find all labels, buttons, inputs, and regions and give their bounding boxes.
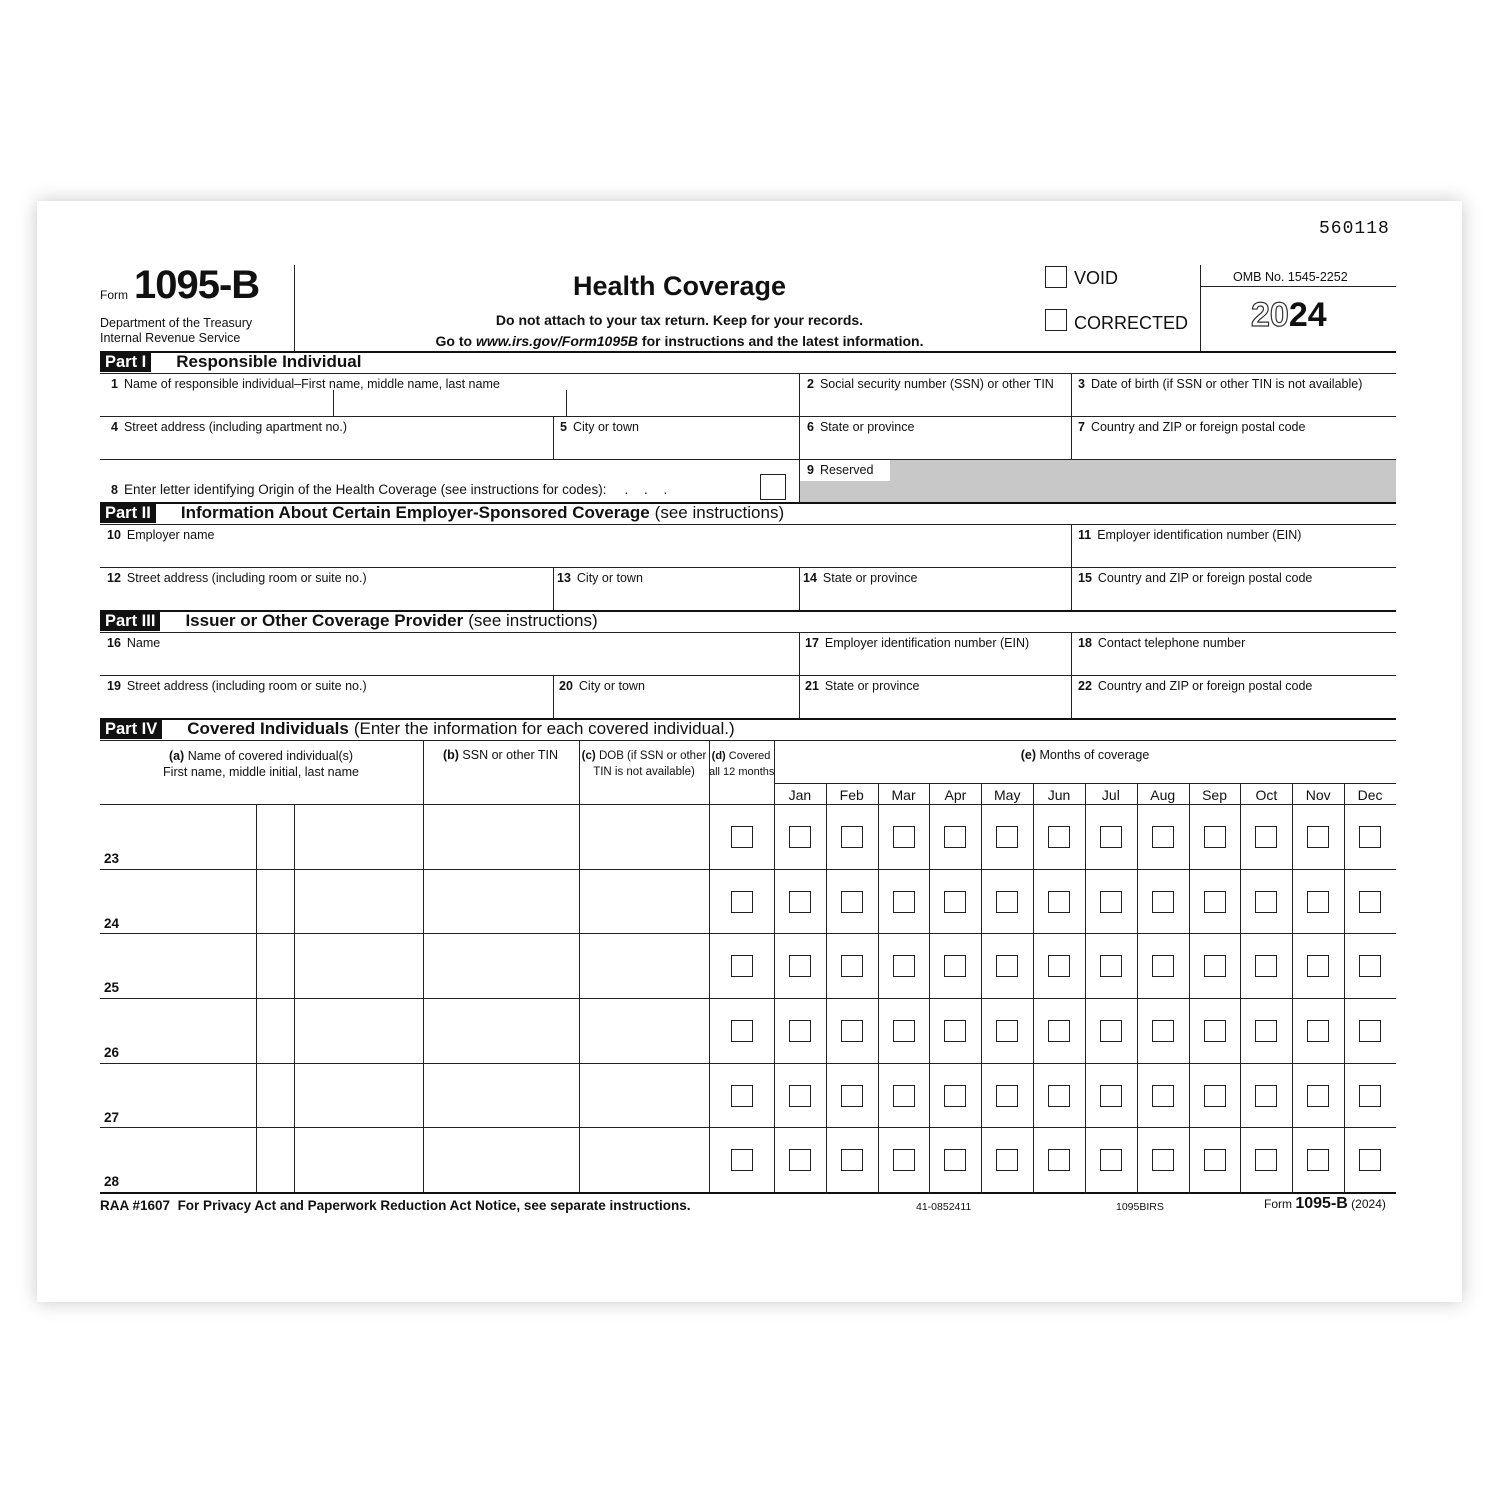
month-checkbox-jan-23[interactable] <box>789 826 811 848</box>
month-header-jun: Jun <box>1047 787 1071 803</box>
month-checkbox-jul-24[interactable] <box>1100 891 1122 913</box>
field-11-text: Employer identification number (EIN) <box>1097 528 1302 542</box>
tax-year <box>1251 296 1327 335</box>
field-11-label <box>1078 528 1301 542</box>
field-14-text: State or province <box>822 571 918 585</box>
month-checkbox-aug-23[interactable] <box>1152 826 1174 848</box>
form-sheet <box>37 201 1462 1302</box>
month-col-line <box>1189 783 1190 1193</box>
col-b-line <box>423 740 424 1193</box>
field-3-text: Date of birth (if SSN or other TIN is not available) <box>1090 377 1363 391</box>
field-2-label <box>807 377 1054 391</box>
field-5-num: 5 <box>560 420 567 434</box>
form-word: Form <box>100 288 128 302</box>
month-checkbox-jun-24[interactable] <box>1048 891 1070 913</box>
instruction-url[interactable]: www.irs.gov/Form1095B <box>475 333 639 349</box>
part3-tag: Part III <box>100 611 160 631</box>
month-checkbox-sep-23[interactable] <box>1204 826 1226 848</box>
month-checkbox-nov-23[interactable] <box>1307 826 1329 848</box>
grid-row-rule <box>100 933 1396 934</box>
month-checkbox-may-27[interactable] <box>996 1085 1018 1107</box>
part4-title-rule <box>100 740 1396 741</box>
month-checkbox-apr-23[interactable] <box>944 826 966 848</box>
month-checkbox-jul-26[interactable] <box>1100 1020 1122 1042</box>
month-col-line <box>1240 783 1241 1193</box>
month-checkbox-may-25[interactable] <box>996 955 1018 977</box>
field-21-label <box>805 679 919 693</box>
name-sep-2 <box>566 390 567 416</box>
footer-code2: 1095BIRS <box>1116 1201 1164 1213</box>
field-21-num: 21 <box>805 679 819 693</box>
month-checkbox-sep-28[interactable] <box>1204 1149 1226 1171</box>
field-4-num: 4 <box>111 420 118 434</box>
grid-row-rule <box>100 869 1396 870</box>
month-checkbox-dec-24[interactable] <box>1359 891 1381 913</box>
row-number-24: 24 <box>104 915 120 931</box>
month-checkbox-nov-24[interactable] <box>1307 891 1329 913</box>
part2-col-divider-c <box>799 567 800 610</box>
part2-col-divider-b <box>553 567 554 610</box>
month-checkbox-may-26[interactable] <box>996 1020 1018 1042</box>
field-13-num: 13 <box>557 571 571 585</box>
month-checkbox-feb-27[interactable] <box>841 1085 863 1107</box>
col-a-header <box>100 748 422 780</box>
month-checkbox-feb-24[interactable] <box>841 891 863 913</box>
month-checkbox-jul-23[interactable] <box>1100 826 1122 848</box>
corrected-label: CORRECTED <box>1074 313 1189 333</box>
col-a-letter: (a) <box>168 749 185 763</box>
month-checkbox-jan-28[interactable] <box>789 1149 811 1171</box>
field-20-text: City or town <box>578 679 645 693</box>
col-c-line <box>579 740 580 1193</box>
col-a-line1: Name of covered individual(s) <box>187 749 354 763</box>
col-c-header <box>579 748 709 780</box>
field-1-text: Name of responsible individual–First name, middle name, last name <box>123 377 500 391</box>
field-5-text: City or town <box>572 420 639 434</box>
field-3-num: 3 <box>1078 377 1085 391</box>
field-10-label <box>107 528 214 542</box>
month-checkbox-oct-24[interactable] <box>1255 891 1277 913</box>
dept-line1: Department of the Treasury <box>100 316 253 330</box>
month-checkbox-feb-26[interactable] <box>841 1020 863 1042</box>
month-checkbox-apr-26[interactable] <box>944 1020 966 1042</box>
field-15-num: 15 <box>1078 571 1092 585</box>
col-d-header <box>709 748 773 780</box>
field-21-text: State or province <box>824 679 920 693</box>
month-checkbox-feb-23[interactable] <box>841 826 863 848</box>
field-17-label <box>805 636 1029 650</box>
month-checkbox-jun-28[interactable] <box>1048 1149 1070 1171</box>
field-8-num: 8 <box>111 483 118 497</box>
tax-year-bold: 24 <box>1288 296 1327 334</box>
part2-row1-rule <box>100 567 1396 568</box>
col-c-letter: (c) <box>581 750 596 762</box>
field-13-text: City or town <box>576 571 643 585</box>
field-11-num: 11 <box>1078 528 1092 542</box>
part4-subtitle: (Enter the information for each covered individual.) <box>353 719 735 738</box>
month-checkbox-feb-28[interactable] <box>841 1149 863 1171</box>
omb-rule <box>1200 286 1396 287</box>
field-9-text: Reserved <box>819 463 874 477</box>
part3-title-rule <box>100 632 1396 633</box>
field-5-label <box>560 420 639 434</box>
field-6-num: 6 <box>807 420 814 434</box>
month-header-feb: Feb <box>839 787 864 803</box>
col-c-line2: TIN is not available) <box>593 766 695 778</box>
part2-title-rule <box>100 524 1396 525</box>
field-16-text: Name <box>126 636 161 650</box>
field-20-label <box>559 679 645 693</box>
field-7-text: Country and ZIP or foreign postal code <box>1090 420 1306 434</box>
month-checkbox-jun-25[interactable] <box>1048 955 1070 977</box>
grid-bottom-rule <box>100 1192 1396 1194</box>
month-checkbox-jul-25[interactable] <box>1100 955 1122 977</box>
footer-notice-text: For Privacy Act and Paperwork Reduction Act Notice, see separate instructions. <box>177 1198 691 1213</box>
part3-col-divider-c <box>553 675 554 718</box>
field-19-num: 19 <box>107 679 121 693</box>
month-checkbox-oct-23[interactable] <box>1255 826 1277 848</box>
instruction-goto <box>337 333 1022 349</box>
field-12-text: Street address (including room or suite no.) <box>126 571 367 585</box>
month-checkbox-may-28[interactable] <box>996 1149 1018 1171</box>
field-19-text: Street address (including room or suite no.) <box>126 679 367 693</box>
month-checkbox-apr-28[interactable] <box>944 1149 966 1171</box>
covered-all-12-months-checkbox-25[interactable] <box>731 955 753 977</box>
month-checkbox-aug-26[interactable] <box>1152 1020 1174 1042</box>
month-checkbox-jul-27[interactable] <box>1100 1085 1122 1107</box>
field-1-num: 1 <box>111 377 118 391</box>
header-divider-right <box>1200 265 1201 351</box>
field-16-num: 16 <box>107 636 121 650</box>
grid-row-rule <box>100 998 1396 999</box>
control-number: 560118 <box>1319 219 1390 239</box>
month-checkbox-aug-24[interactable] <box>1152 891 1174 913</box>
month-checkbox-oct-27[interactable] <box>1255 1085 1277 1107</box>
month-header-jul: Jul <box>1101 787 1120 803</box>
footer-form-year: (2024) <box>1351 1197 1386 1211</box>
row-number-26: 26 <box>104 1045 120 1060</box>
part3-row1-rule <box>100 675 1396 676</box>
month-checkbox-jun-26[interactable] <box>1048 1020 1070 1042</box>
field-19-label <box>107 679 367 693</box>
instruction-goto-suffix: for instructions and the latest information. <box>641 333 924 349</box>
col-b-letter: (b) <box>442 748 459 762</box>
form-title: Health Coverage <box>572 271 787 301</box>
field-8-leader: . . . <box>624 482 674 497</box>
month-checkbox-apr-27[interactable] <box>944 1085 966 1107</box>
origin-code-box[interactable] <box>760 474 786 500</box>
part2-heading <box>100 503 784 523</box>
month-header-dec: Dec <box>1357 787 1383 803</box>
col-d-line <box>709 740 710 1193</box>
month-header-may: May <box>994 787 1021 803</box>
void-label: VOID <box>1074 268 1119 288</box>
part2-title: Information About Certain Employer-Sponsored Coverage <box>180 503 650 522</box>
col-d-letter: (d) <box>711 750 726 762</box>
part1-heading <box>100 352 361 372</box>
month-checkbox-jan-24[interactable] <box>789 891 811 913</box>
field-13-label <box>557 571 643 585</box>
part1-title: Responsible Individual <box>176 352 362 371</box>
instruction-keep: Do not attach to your tax return. Keep for your records. <box>495 312 864 328</box>
field-8-label <box>111 482 673 497</box>
part2-tag: Part II <box>100 503 156 523</box>
month-checkbox-aug-25[interactable] <box>1152 955 1174 977</box>
month-col-line <box>826 783 827 1193</box>
field-22-label <box>1078 679 1312 693</box>
field-7-num: 7 <box>1078 420 1085 434</box>
field-6-label <box>807 420 914 434</box>
month-header-aug: Aug <box>1150 787 1176 803</box>
month-checkbox-mar-23[interactable] <box>893 826 915 848</box>
field-14-label <box>803 571 917 585</box>
month-header-mar: Mar <box>891 787 916 803</box>
col-b-text: SSN or other TIN <box>462 748 559 762</box>
dept-line2: Internal Revenue Service <box>100 331 241 345</box>
month-col-line <box>981 783 982 1193</box>
field-15-label <box>1078 571 1312 585</box>
field-2-text: Social security number (SSN) or other TIN <box>819 377 1054 391</box>
covered-all-12-months-checkbox-28[interactable] <box>731 1149 753 1171</box>
col-e-header <box>774 748 1396 762</box>
month-checkbox-dec-26[interactable] <box>1359 1020 1381 1042</box>
month-checkbox-may-23[interactable] <box>996 826 1018 848</box>
field-8-text: Enter letter identifying Origin of the Health Coverage (see instructions for codes): <box>123 482 607 497</box>
month-header-oct: Oct <box>1255 787 1278 803</box>
month-checkbox-apr-25[interactable] <box>944 955 966 977</box>
field-6-text: State or province <box>819 420 915 434</box>
month-header-jan: Jan <box>788 787 812 803</box>
form-number: 1095-B <box>134 263 260 307</box>
month-checkbox-may-24[interactable] <box>996 891 1018 913</box>
field-22-text: Country and ZIP or foreign postal code <box>1097 679 1313 693</box>
field-22-num: 22 <box>1078 679 1092 693</box>
month-checkbox-feb-25[interactable] <box>841 955 863 977</box>
tax-year-outline: 20 <box>1251 296 1289 334</box>
row-number-23: 23 <box>104 851 120 866</box>
field-1-label <box>111 377 500 391</box>
month-checkbox-nov-26[interactable] <box>1307 1020 1329 1042</box>
month-col-line <box>1085 783 1086 1193</box>
month-checkbox-mar-25[interactable] <box>893 955 915 977</box>
void-checkbox[interactable] <box>1045 266 1067 288</box>
field-4-text: Street address (including apartment no.) <box>123 420 347 434</box>
field-3-label <box>1078 377 1362 391</box>
field-2-num: 2 <box>807 377 814 391</box>
month-checkbox-jun-23[interactable] <box>1048 826 1070 848</box>
month-checkbox-jan-25[interactable] <box>789 955 811 977</box>
month-checkbox-jan-27[interactable] <box>789 1085 811 1107</box>
month-checkbox-nov-27[interactable] <box>1307 1085 1329 1107</box>
month-checkbox-dec-28[interactable] <box>1359 1149 1381 1171</box>
field-17-num: 17 <box>805 636 819 650</box>
col-b-header <box>423 748 578 762</box>
footer-code1: 41-0852411 <box>916 1201 972 1213</box>
field-4-label <box>111 420 347 434</box>
month-checkbox-jun-27[interactable] <box>1048 1085 1070 1107</box>
footer-form-word: Form <box>1264 1197 1292 1211</box>
col-c-line1: DOB (if SSN or other <box>598 750 707 762</box>
footer-notice <box>100 1198 690 1213</box>
part1-col-divider-c <box>553 416 554 460</box>
field-10-text: Employer name <box>126 528 215 542</box>
part4-title: Covered Individuals <box>187 719 349 738</box>
field-18-num: 18 <box>1078 636 1092 650</box>
omb-number: OMB No. 1545-2252 <box>1233 270 1348 284</box>
corrected-checkbox[interactable] <box>1045 309 1067 331</box>
month-col-line <box>878 783 879 1193</box>
month-checkbox-oct-26[interactable] <box>1255 1020 1277 1042</box>
month-checkbox-jul-28[interactable] <box>1100 1149 1122 1171</box>
part3-subtitle: (see instructions) <box>468 611 598 630</box>
field-7-label <box>1078 420 1305 434</box>
month-header-sep: Sep <box>1202 787 1227 803</box>
row-number-28: 28 <box>104 1174 120 1190</box>
field-9-label <box>807 463 873 477</box>
month-checkbox-aug-27[interactable] <box>1152 1085 1174 1107</box>
month-col-line <box>1344 783 1345 1193</box>
month-checkbox-jan-26[interactable] <box>789 1020 811 1042</box>
col-e-line <box>774 740 775 1193</box>
month-checkbox-dec-27[interactable] <box>1359 1085 1381 1107</box>
part1-tag: Part I <box>100 352 151 372</box>
header-divider-left <box>294 265 295 351</box>
month-checkbox-mar-27[interactable] <box>893 1085 915 1107</box>
field-17-text: Employer identification number (EIN) <box>824 636 1030 650</box>
month-checkbox-sep-26[interactable] <box>1204 1020 1226 1042</box>
part1-title-rule <box>100 373 1396 374</box>
covered-all-12-months-checkbox-24[interactable] <box>731 891 753 913</box>
field-15-text: Country and ZIP or foreign postal code <box>1097 571 1313 585</box>
month-checkbox-aug-28[interactable] <box>1152 1149 1174 1171</box>
field-16-label <box>107 636 160 650</box>
covered-all-12-months-checkbox-23[interactable] <box>731 826 753 848</box>
footer-raa: RAA #1607 <box>100 1198 171 1213</box>
month-checkbox-mar-28[interactable] <box>893 1149 915 1171</box>
covered-all-12-months-checkbox-26[interactable] <box>731 1020 753 1042</box>
month-col-line <box>929 783 930 1193</box>
part3-title: Issuer or Other Coverage Provider <box>185 611 464 630</box>
name-sep-1 <box>333 390 334 416</box>
row-number-27: 27 <box>104 1109 120 1125</box>
col-a-line2: First name, middle initial, last name <box>163 765 359 779</box>
month-checkbox-mar-24[interactable] <box>893 891 915 913</box>
part1-row1-rule <box>100 416 1396 417</box>
field-14-num: 14 <box>803 571 817 585</box>
month-checkbox-nov-25[interactable] <box>1307 955 1329 977</box>
part4-tag: Part IV <box>100 719 162 739</box>
col-e-text: Months of coverage <box>1039 748 1150 762</box>
instruction-goto-prefix: Go to <box>435 333 473 349</box>
field-9-num: 9 <box>807 463 814 477</box>
reserved-shade-bottom <box>800 481 890 502</box>
month-checkbox-dec-25[interactable] <box>1359 955 1381 977</box>
part4-heading <box>100 719 735 739</box>
col-e-letter: (e) <box>1020 748 1036 762</box>
field-18-text: Contact telephone number <box>1097 636 1246 650</box>
col-d-line1: Covered <box>728 750 771 762</box>
month-col-line <box>1292 783 1293 1193</box>
grid-row-rule <box>100 1063 1396 1064</box>
month-col-line <box>1137 783 1138 1193</box>
month-checkbox-apr-24[interactable] <box>944 891 966 913</box>
month-checkbox-sep-27[interactable] <box>1204 1085 1226 1107</box>
part2-subtitle: (see instructions) <box>654 503 785 522</box>
field-12-num: 12 <box>107 571 121 585</box>
footer-form-id <box>1264 1195 1386 1213</box>
month-checkbox-oct-25[interactable] <box>1255 955 1277 977</box>
month-col-line <box>1033 783 1034 1193</box>
month-header-nov: Nov <box>1305 787 1331 803</box>
reserved-shade-right <box>890 460 1396 502</box>
part3-heading <box>100 611 598 631</box>
field-20-num: 20 <box>559 679 573 693</box>
month-checkbox-oct-28[interactable] <box>1255 1149 1277 1171</box>
field-18-label <box>1078 636 1245 650</box>
month-checkbox-nov-28[interactable] <box>1307 1149 1329 1171</box>
month-checkbox-dec-23[interactable] <box>1359 826 1381 848</box>
month-checkbox-mar-26[interactable] <box>893 1020 915 1042</box>
covered-all-12-months-checkbox-27[interactable] <box>731 1085 753 1107</box>
row-number-25: 25 <box>104 980 120 996</box>
field-10-num: 10 <box>107 528 121 542</box>
footer-form-number: 1095-B <box>1295 1195 1348 1212</box>
grid-row-rule <box>100 1127 1396 1128</box>
col-d-line2: all 12 months <box>709 766 775 778</box>
month-header-apr: Apr <box>944 787 967 803</box>
month-checkbox-sep-25[interactable] <box>1204 955 1226 977</box>
field-12-label <box>107 571 367 585</box>
month-checkbox-sep-24[interactable] <box>1204 891 1226 913</box>
